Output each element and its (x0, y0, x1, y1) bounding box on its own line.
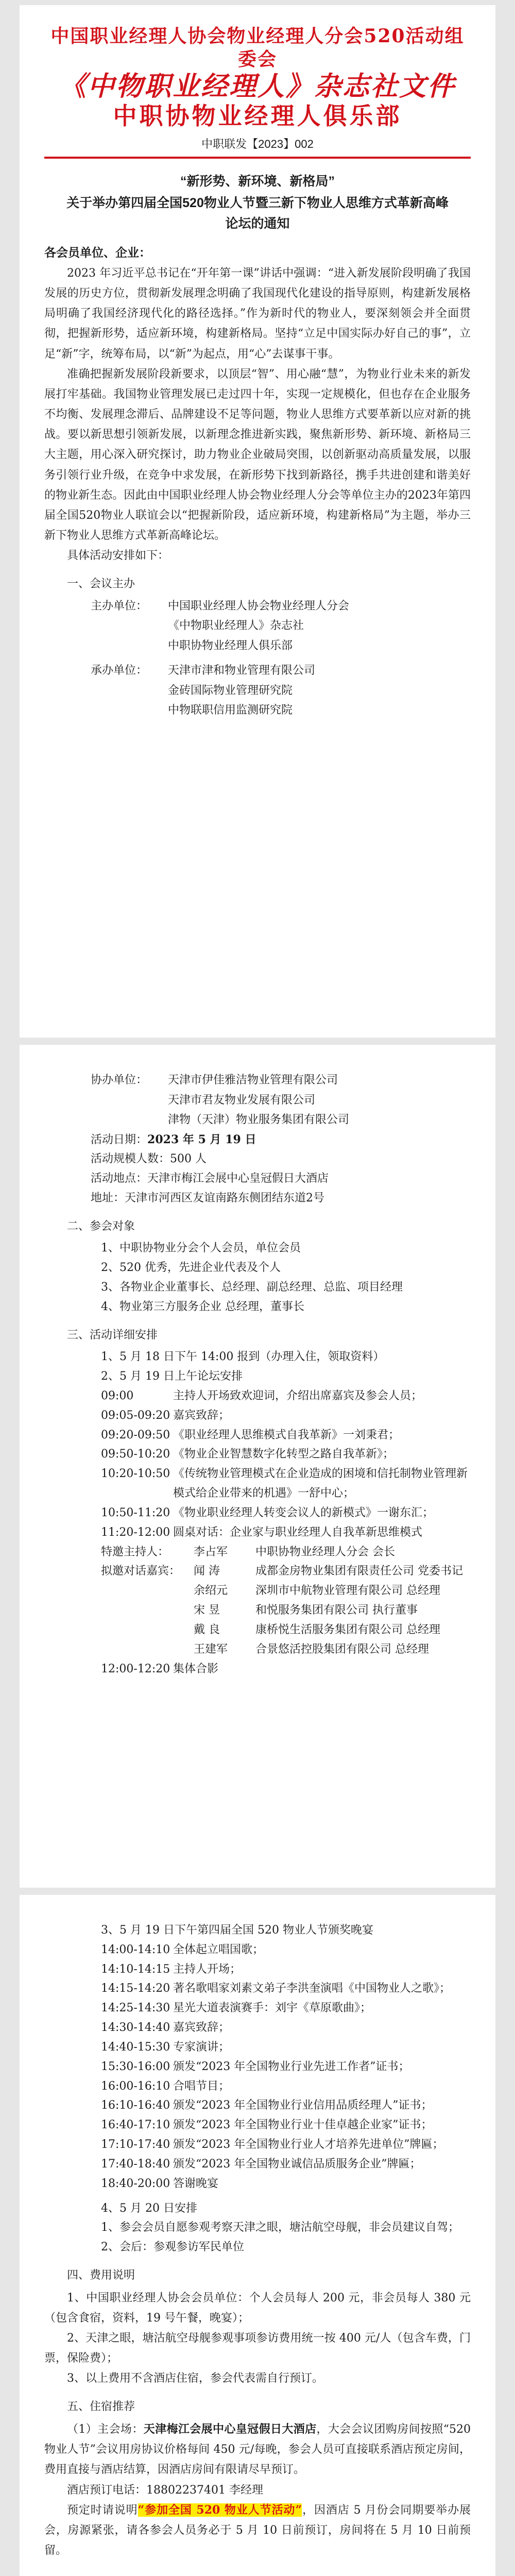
fee-item: 1、中国职业经理人协会会员单位：个人会员每人 200 元，非会员每人 380 元（包含食宿，资料，19 号午餐，晚宴）； (44, 2291, 471, 2325)
schedule-row: 09:05-09:20 嘉宾致辞； (101, 1409, 230, 1422)
coorganizer-row (44, 681, 471, 701)
host-row (44, 597, 471, 617)
event-scale: 活动规模人数：500 人 (91, 1153, 207, 1166)
schedule-row: 12:00-12:20 集体合影 (101, 1662, 219, 1675)
document-number: 中职联发【2023】002 (201, 137, 314, 150)
schedule-row: 10:20-10:50 《传统物业管理模式在企业造成的困境和信托制物业管理新模式给企业带来的机遇》一舒中心； (101, 1467, 468, 1500)
schedule-row: 09:00 主持人开场致欢迎词，介绍出席嘉宾及参会人员； (101, 1389, 423, 1402)
sub-organizer-row (44, 1110, 471, 1130)
slogan: “新形势、新环境、新格局” (180, 174, 335, 189)
host-row (44, 616, 471, 636)
main-hotel-paragraph: （1）主会场：天津梅江会展中心皇冠假日大酒店，大会会议团购房间按照“520 物业人节”会议用房协议价格每间 450 元/每晚，参会人员可直接联系酒店预定房间，费用直接与酒店结算，因酒店房间有限请尽早预订。 (44, 2422, 471, 2477)
attendee-item: 1、中职协物业分会个人会员，单位会员 (101, 1242, 301, 1255)
event-address: 地址：天津市河西区友谊南路东侧团结东道2号 (91, 1191, 325, 1205)
schedule-day: 2、5 月 19 日上午论坛安排 (101, 1370, 243, 1383)
evening-schedule (44, 1940, 471, 2194)
guest-row: 余绍元 深圳市中航物业管理有限公司 总经理 (194, 1584, 440, 1598)
sub-organizer-label: 协办单位： (91, 1074, 148, 1087)
day4-item: 2、会后：参观参访军民单位 (101, 2241, 244, 2254)
sub-organizer-name: 天津市君友物业发展有限公司 (168, 1093, 316, 1107)
sub-organizer-name: 津物（天津）物业服务集团有限公司 (168, 1113, 350, 1126)
host-label: 主办单位： (91, 599, 148, 613)
schedule-row: 16:40-17:10 颁发“2023 年全国物业行业十佳卓越企业家”证书； (101, 2119, 433, 2132)
header-club-line: 中职协物业经理人俱乐部 (113, 101, 402, 130)
section-organizers-heading: 一、会议主办 (67, 578, 135, 591)
schedule-row: 11:20-12:00 圆桌对话：企业家与职业经理人自我革新思维模式 (101, 1526, 423, 1539)
schedule-row: 09:50-10:20 《物业企业智慧数字化转型之路自我革新》； (101, 1448, 394, 1461)
schedule-row: 14:10-14:15 主持人开场； (101, 1962, 242, 1976)
schedule-row: 17:10-17:40 颁发“2023 年全国物业行业人才培养先进单位”牌匾； (101, 2138, 444, 2151)
intro-paragraph: 准确把握新发展阶段新要求，以顶层“智”、用心融“慧”，为物业行业未来的新发展打牢基础。我国物业管理发展已走过四十年，实现一定规模化，但也存在企业服务不均衡、发展理念滞后、品牌建设不足等问题，物业人思维方式要革新以应对新的挑战。要以新思想引领新发展，以新理念推进新实践，聚焦新形势、新环境、新格局三大主题，用心深入研究探讨，助力物业企业破局突围，以创新驱动高质量发展，以服务引领行业升级，在竞争中求发展，在新形势下找到新路径，携手共进创建和谐美好的物业新生态。因此由中国职业经理人协会物业经理人分会等单位主办的2023年第四届全国520物业人联谊会以“把握新阶段，适应新环境，构建新格局”为主题，举办三新下物业人思维方式革新高峰论坛。 (44, 367, 471, 543)
sub-organizer-row (44, 1091, 471, 1111)
attendee-item: 4、物业第三方服务企业 总经理，董事长 (101, 1300, 304, 1313)
schedule-row: 14:25-14:30 星光大道表演赛手：刘宇《草原歌曲》； (101, 2002, 372, 2015)
schedule-row: 16:10-16:40 颁发“2023 年全国物业行业信用品质经理人”证书； (101, 2099, 433, 2112)
schedule-row: 09:20-09:50 《职业经理人思维模式自我革新》一刘秉君； (101, 1428, 400, 1442)
guest-row: 王建军 合景悠活控股集团有限公司 总经理 (194, 1642, 429, 1656)
salutation: 各会员单位、企业： (44, 245, 151, 259)
section-fees-heading: 四、费用说明 (67, 2269, 135, 2282)
main-hotel-contact: 酒店预订电话：18802237401 李经理 (67, 2483, 263, 2497)
schedule-row: 14:40-15:30 专家演讲； (101, 2040, 230, 2054)
guest-row: 戴 良 康桥悦生活服务集团有限公司 总经理 (194, 1623, 440, 1636)
section-schedule-heading: 三、活动详细安排 (67, 1328, 158, 1342)
coorganizer-row (44, 661, 471, 681)
sub-organizer-row (44, 1071, 471, 1091)
event-venue: 活动地点：天津市梅江会展中心皇冠假日大酒店 (91, 1172, 329, 1185)
page-2 (20, 1045, 495, 1888)
coorganizer-name: 中物联职信用监测研究院 (168, 704, 293, 717)
schedule-row: 18:40-20:00 答谢晚宴 (101, 2177, 219, 2190)
day4-item: 1、参会会员自愿参观考察天津之眼，塘沽航空母舰，非会员建议自驾； (101, 2221, 459, 2234)
morning-schedule (44, 1386, 471, 1543)
fee-item: 2、天津之眼，塘沽航空母舰参观事项参访费用统一按 400 元/人（包含车费，门票，保险费）； (44, 2331, 471, 2365)
host-name: 中国职业经理人协会物业经理人分会 (168, 599, 350, 613)
schedule-day: 1、5 月 18 日下午 14:00 报到（办理入住，领取资料） (101, 1350, 385, 1364)
host-row (44, 636, 471, 656)
details-intro: 具体活动安排如下： (67, 549, 169, 563)
header-org-line: 中国职业经理人协会物业经理人分会520活动组委会 (50, 25, 465, 70)
notice-title: 关于举办第四届全国520物业人节暨三新下物业人思维方式革新高峰论坛的通知 (66, 195, 449, 231)
schedule-row: 16:00-16:10 合唱节目； (101, 2079, 230, 2093)
header-magazine-line: 《中物职业经理人》杂志社文件 (59, 71, 456, 102)
coorganizer-row (44, 701, 471, 721)
sub-organizer-name: 天津市伊佳雅洁物业管理有限公司 (168, 1074, 338, 1087)
page-3 (20, 1895, 495, 2576)
schedule-row: 10:50-11:20 《物业职业经理人转变会议人的新模式》一谢东汇； (101, 1506, 434, 1519)
schedule-row: 14:15-14:20 著名歌唱家刘素文弟子李洪奎演唱《中国物业人之歌》； (101, 1982, 451, 1995)
main-hotel-note: 预定时请说明“参加全国 520 物业人节活动”，因酒店 5 月份会同期要举办展会，房源紧张，请各参会人员务必于 5 月 10 日前预订，房间将在 5 月 10 日前预留。 (44, 2503, 471, 2557)
coorganizer-name: 天津市津和物业管理有限公司 (168, 664, 316, 677)
moderator-row: 特邀主持人： 李占军 中职协物业经理人分会 会长 (101, 1545, 395, 1558)
host-name: 中职协物业经理人俱乐部 (168, 639, 293, 652)
fee-item: 3、以上费用不含酒店住宿，参会代表需自行预订。 (67, 2372, 323, 2385)
coorganizer-label: 承办单位： (91, 664, 148, 677)
coorganizer-name: 金砖国际物业管理研究院 (168, 684, 293, 697)
intro-paragraph: 2023 年习近平总书记在“开年第一课”讲话中强调：“进入新发展阶段明确了我国发展的历史方位，贯彻新发展理念明确了我国现代化建设的指导原则，构建新发展格局明确了我国经济现代化的路径选择。”作为新时代的物业人，要深刻领会并全面贯彻，把握新形势，适应新环境，构建新格局。坚持“立足中国实际办好自己的事”，立足“新”字，统筹布局，以“新”为起点，用“心”去谋事干事。 (44, 266, 471, 361)
host-name: 《中物职业经理人》杂志社 (168, 619, 304, 633)
main-hotel-name: 天津梅江会展中心皇冠假日大酒店 (143, 2422, 317, 2436)
section-attendees-heading: 二、参会对象 (67, 1219, 135, 1233)
schedule-day: 4、5 月 20 日安排 (101, 2201, 197, 2215)
section-lodging-heading: 五、住宿推荐 (67, 2400, 135, 2414)
schedule-row: 14:00-14:10 全体起立唱国歌； (101, 1943, 264, 1956)
page-1 (20, 5, 495, 1038)
schedule-row: 14:30-14:40 嘉宾致辞； (101, 2021, 230, 2035)
schedule-row: 17:40-18:40 颁发“2023 年全国物业诚信品质服务企业”牌匾； (101, 2157, 421, 2171)
red-divider (44, 157, 471, 159)
attendee-item: 2、520 优秀，先进企业代表及个人 (101, 1261, 281, 1275)
guest-row: 宋 昱 和悦服务集团有限公司 执行董事 (194, 1604, 418, 1617)
schedule-day: 3、5 月 19 日下午第四届全国 520 物业人节颁奖晚宴 (101, 1924, 373, 1937)
schedule-row: 15:30-16:00 颁发“2023 年全国物业行业先进工作者”证书； (101, 2060, 410, 2073)
highlight-phrase: “参加全国 520 物业人节活动” (138, 2503, 302, 2517)
attendee-item: 3、各物业企业董事长、总经理、副总经理、总监、项目经理 (101, 1281, 403, 1294)
event-date: 活动日期：2023 年 5 月 19 日 (91, 1132, 256, 1146)
guest-row: 拟邀对话嘉宾： 闻 涛 成都金房物业集团有限责任公司 党委书记 (101, 1565, 463, 1578)
